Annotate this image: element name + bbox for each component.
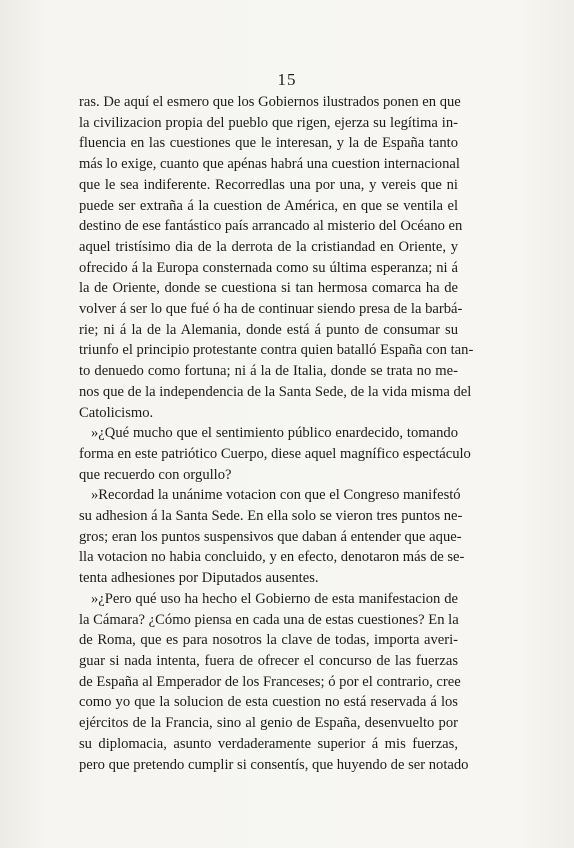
text-line: lla votacion no habia concluido, y en efecto, denotaron más de se- xyxy=(79,549,465,566)
text-line: su diplomacia, asunto verdaderamente superior á mis fuerzas, xyxy=(79,735,458,752)
text-line: de Roma, que es para nosotros la clave de todas, importa averi- xyxy=(79,632,458,649)
text-line: que recuerdo con orgullo? xyxy=(79,466,232,483)
text-line: la de Oriente, donde se cuestiona si tan hermosa comarca ha de xyxy=(79,280,458,297)
text-line: volver á ser lo que fué ó ha de continuar siendo presa de la barbá- xyxy=(79,301,463,318)
text-line: ras. De aquí el esmero que los Gobiernos ilustrados ponen en que xyxy=(79,94,461,110)
text-line: que le sea indiferente. Recorredlas una por una, y vereis que ni xyxy=(79,176,458,193)
text-line: guar si nada intenta, fuera de ofrecer el concurso de las fuerzas xyxy=(79,652,458,669)
text-line: forma en este patriótico Cuerpo, diese aquel magnífico espectáculo xyxy=(79,445,471,462)
text-line: ofrecido á la Europa consternada como su última esperanza; ni á xyxy=(79,259,458,276)
text-line: pero que pretendo cumplir si consentís, que huyendo de ser notado xyxy=(79,756,469,773)
paragraph xyxy=(79,589,469,775)
text-line: más lo exige, cuanto que apénas habrá una cuestion internacional xyxy=(79,156,460,173)
text-line: gros; eran los puntos suspensivos que daban á entender que aque- xyxy=(79,528,462,545)
text-line: puede ser extraña á la cuestion de América, en que se ventila el xyxy=(79,197,458,214)
page-number: 15 xyxy=(277,70,297,89)
text-line: la civilizacion propia del pueblo que rigen, ejerza su legítima in- xyxy=(79,114,458,131)
paragraph xyxy=(79,423,471,485)
text-line: »¿Qué mucho que el sentimiento público enardecido, tomando xyxy=(91,425,458,442)
text-line: tenta adhesiones por Diputados ausentes. xyxy=(79,570,319,587)
paragraph xyxy=(79,485,465,589)
text-line: to denuedo como fortuna; ni á la de Italia, donde se trata no me- xyxy=(79,363,458,380)
text-line: »Recordad la unánime votacion con que el Congreso manifestó xyxy=(91,487,461,504)
text-line: la Cámara? ¿Cómo piensa en cada una de estas cuestiones? En la xyxy=(79,611,459,628)
text-line: ejércitos de la Francia, sino al genio de España, desenvuelto por xyxy=(79,715,458,732)
text-line: fluencia en las cuestiones que le interesan, y la de España tanto xyxy=(79,135,458,152)
text-line: de España al Emperador de los Franceses; ó por el contrario, cree xyxy=(79,673,461,690)
body-text xyxy=(79,92,474,775)
text-line: nos que de la independencia de la Santa Sede, de la vida misma del xyxy=(79,383,472,400)
text-line: Catolicismo. xyxy=(79,404,154,421)
text-line: rie; ni á la de la Alemania, donde está á punto de consumar su xyxy=(79,321,458,338)
paragraph xyxy=(79,92,474,423)
text-line: aquel tristísimo dia de la derrota de la cristiandad en Oriente, y xyxy=(79,238,458,255)
text-line: triunfo el principio protestante contra quien batalló España con tan- xyxy=(79,342,474,359)
text-line: »¿Pero qué uso ha hecho el Gobierno de esta manifestacion de xyxy=(91,590,458,607)
text-line: destino de ese fantástico país arrancado al misterio del Océano en xyxy=(79,218,463,235)
text-line: su adhesion á la Santa Sede. En ella solo se vieron tres puntos ne- xyxy=(79,508,463,525)
text-line: como yo que la solucion de esta cuestion no está reservada á los xyxy=(79,694,458,711)
